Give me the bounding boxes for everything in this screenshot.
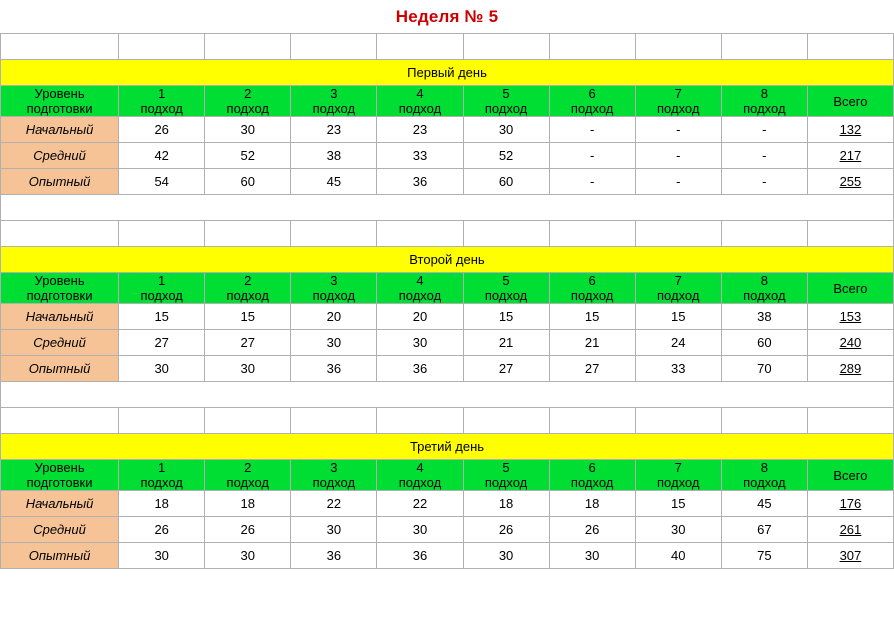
empty-cell <box>549 221 635 247</box>
header-row <box>1 460 894 491</box>
header-set-word: подход <box>570 475 614 490</box>
header-set-4 <box>377 460 463 491</box>
day-banner: Первый день <box>1 60 894 86</box>
cell-set-2: 27 <box>205 330 291 356</box>
header-set-6 <box>549 273 635 304</box>
empty-cell <box>721 221 807 247</box>
gap-cell <box>1 195 894 221</box>
gap-cell <box>1 382 894 408</box>
empty-cell <box>807 408 893 434</box>
header-set-7 <box>635 86 721 117</box>
day-banner: Третий день <box>1 434 894 460</box>
header-set-number: 3 <box>330 460 338 475</box>
spacer-row <box>1 221 894 247</box>
header-set-1 <box>119 273 205 304</box>
header-set-2 <box>205 86 291 117</box>
header-level-line2: подготовки <box>26 288 93 303</box>
empty-cell <box>205 34 291 60</box>
empty-cell <box>549 34 635 60</box>
header-set-4 <box>377 273 463 304</box>
header-set-word: подход <box>226 288 269 303</box>
empty-cell <box>291 34 377 60</box>
cell-set-1: 42 <box>119 143 205 169</box>
day-banner-row <box>1 247 894 273</box>
table-row <box>1 356 894 382</box>
table-row <box>1 517 894 543</box>
empty-cell <box>119 34 205 60</box>
header-level-line2: подготовки <box>26 475 93 490</box>
header-set-2 <box>205 460 291 491</box>
page-title: Неделя № 5 <box>395 7 499 26</box>
cell-total: 240 <box>807 330 893 356</box>
header-set-word: подход <box>140 288 183 303</box>
header-set-number: 1 <box>158 273 166 288</box>
row-level: Опытный <box>1 169 119 195</box>
header-set-6 <box>549 86 635 117</box>
header-set-word: подход <box>312 101 356 116</box>
cell-set-1: 30 <box>119 543 205 569</box>
header-set-number: 3 <box>330 86 338 101</box>
header-level-line1: Уровень <box>34 86 85 101</box>
header-set-number: 5 <box>502 273 510 288</box>
header-row <box>1 273 894 304</box>
cell-set-1: 18 <box>119 491 205 517</box>
header-set-number: 1 <box>158 86 166 101</box>
cell-set-7: 15 <box>635 491 721 517</box>
row-level: Начальный <box>1 117 119 143</box>
cell-set-4: 36 <box>377 356 463 382</box>
header-set-word: подход <box>743 288 786 303</box>
cell-set-7: - <box>635 169 721 195</box>
header-level <box>1 86 119 117</box>
empty-cell <box>721 408 807 434</box>
header-set-number: 5 <box>502 460 510 475</box>
cell-set-1: 15 <box>119 304 205 330</box>
cell-total: 217 <box>807 143 893 169</box>
header-set-1 <box>119 460 205 491</box>
cell-set-6: 15 <box>549 304 635 330</box>
row-level: Опытный <box>1 356 119 382</box>
cell-set-6: - <box>549 143 635 169</box>
header-row <box>1 86 894 117</box>
cell-total: 261 <box>807 517 893 543</box>
header-set-7 <box>635 273 721 304</box>
header-set-number: 7 <box>674 460 682 475</box>
cell-set-5: 26 <box>463 517 549 543</box>
cell-set-3: 45 <box>291 169 377 195</box>
header-set-3 <box>291 273 377 304</box>
cell-set-1: 26 <box>119 517 205 543</box>
cell-set-4: 20 <box>377 304 463 330</box>
cell-set-4: 30 <box>377 330 463 356</box>
header-total: Всего <box>807 86 893 117</box>
header-set-word: подход <box>743 101 786 116</box>
cell-total: 255 <box>807 169 893 195</box>
header-set-number: 3 <box>330 273 338 288</box>
header-set-2 <box>205 273 291 304</box>
cell-set-4: 23 <box>377 117 463 143</box>
empty-cell <box>807 221 893 247</box>
cell-total: 153 <box>807 304 893 330</box>
header-set-number: 2 <box>244 460 252 475</box>
cell-set-5: 18 <box>463 491 549 517</box>
cell-set-5: 30 <box>463 543 549 569</box>
empty-cell <box>119 221 205 247</box>
empty-cell <box>377 34 463 60</box>
cell-set-5: 21 <box>463 330 549 356</box>
header-set-number: 8 <box>760 273 768 288</box>
header-set-3 <box>291 86 377 117</box>
header-set-5 <box>463 86 549 117</box>
cell-set-8: 45 <box>721 491 807 517</box>
empty-cell <box>291 221 377 247</box>
header-set-6 <box>549 460 635 491</box>
cell-total: 289 <box>807 356 893 382</box>
cell-set-7: 40 <box>635 543 721 569</box>
row-level: Средний <box>1 330 119 356</box>
cell-set-8: - <box>721 169 807 195</box>
table-body <box>1 34 894 569</box>
cell-set-2: 30 <box>205 543 291 569</box>
header-set-word: подход <box>484 101 528 116</box>
day-banner: Второй день <box>1 247 894 273</box>
empty-cell <box>635 34 721 60</box>
empty-cell <box>205 408 291 434</box>
empty-cell <box>721 34 807 60</box>
empty-cell <box>463 34 549 60</box>
cell-set-5: 15 <box>463 304 549 330</box>
cell-set-6: 30 <box>549 543 635 569</box>
cell-set-7: - <box>635 117 721 143</box>
row-level: Средний <box>1 517 119 543</box>
header-set-number: 7 <box>674 273 682 288</box>
header-set-number: 8 <box>760 460 768 475</box>
header-set-5 <box>463 460 549 491</box>
header-set-number: 2 <box>244 86 252 101</box>
header-set-8 <box>721 460 807 491</box>
cell-set-2: 15 <box>205 304 291 330</box>
header-set-3 <box>291 460 377 491</box>
cell-total: 307 <box>807 543 893 569</box>
header-total: Всего <box>807 273 893 304</box>
header-set-word: подход <box>398 475 442 490</box>
header-set-word: подход <box>226 475 269 490</box>
header-set-word: подход <box>657 288 700 303</box>
header-level <box>1 273 119 304</box>
header-set-8 <box>721 86 807 117</box>
header-set-word: подход <box>226 101 269 116</box>
header-set-number: 6 <box>588 86 596 101</box>
spacer-row <box>1 34 894 60</box>
cell-set-8: 60 <box>721 330 807 356</box>
cell-set-2: 30 <box>205 117 291 143</box>
header-level-line1: Уровень <box>34 460 85 475</box>
table-row <box>1 543 894 569</box>
header-set-number: 4 <box>416 86 424 101</box>
header-level-line1: Уровень <box>34 273 85 288</box>
header-set-word: подход <box>570 101 614 116</box>
header-set-word: подход <box>312 475 356 490</box>
cell-set-4: 22 <box>377 491 463 517</box>
cell-set-1: 26 <box>119 117 205 143</box>
cell-set-3: 23 <box>291 117 377 143</box>
header-set-word: подход <box>398 101 442 116</box>
empty-cell <box>1 408 119 434</box>
header-set-word: подход <box>657 101 700 116</box>
cell-set-7: 33 <box>635 356 721 382</box>
cell-set-2: 30 <box>205 356 291 382</box>
day-banner-row <box>1 434 894 460</box>
empty-cell <box>119 408 205 434</box>
cell-set-5: 52 <box>463 143 549 169</box>
cell-set-7: 24 <box>635 330 721 356</box>
cell-set-3: 36 <box>291 543 377 569</box>
header-level-line2: подготовки <box>26 101 93 116</box>
header-set-number: 2 <box>244 273 252 288</box>
cell-set-2: 18 <box>205 491 291 517</box>
header-level <box>1 460 119 491</box>
row-level: Средний <box>1 143 119 169</box>
header-set-1 <box>119 86 205 117</box>
cell-set-7: - <box>635 143 721 169</box>
cell-set-5: 60 <box>463 169 549 195</box>
cell-set-8: 75 <box>721 543 807 569</box>
cell-set-3: 30 <box>291 330 377 356</box>
cell-total: 132 <box>807 117 893 143</box>
empty-cell <box>549 408 635 434</box>
empty-cell <box>463 408 549 434</box>
header-set-5 <box>463 273 549 304</box>
cell-set-2: 52 <box>205 143 291 169</box>
header-set-number: 6 <box>588 273 596 288</box>
cell-set-8: 70 <box>721 356 807 382</box>
header-set-word: подход <box>484 475 528 490</box>
header-set-number: 4 <box>416 460 424 475</box>
header-set-7 <box>635 460 721 491</box>
header-set-number: 7 <box>674 86 682 101</box>
header-set-word: подход <box>657 475 700 490</box>
table-row <box>1 143 894 169</box>
cell-set-6: 26 <box>549 517 635 543</box>
cell-set-6: - <box>549 117 635 143</box>
row-level: Опытный <box>1 543 119 569</box>
spacer-row <box>1 408 894 434</box>
row-level: Начальный <box>1 304 119 330</box>
header-set-8 <box>721 273 807 304</box>
empty-cell <box>635 221 721 247</box>
cell-total: 176 <box>807 491 893 517</box>
empty-cell <box>463 221 549 247</box>
cell-set-7: 30 <box>635 517 721 543</box>
cell-set-3: 30 <box>291 517 377 543</box>
cell-set-6: 27 <box>549 356 635 382</box>
header-set-word: подход <box>398 288 442 303</box>
cell-set-3: 22 <box>291 491 377 517</box>
header-set-number: 4 <box>416 273 424 288</box>
cell-set-1: 27 <box>119 330 205 356</box>
cell-set-6: 21 <box>549 330 635 356</box>
header-set-4 <box>377 86 463 117</box>
cell-set-6: 18 <box>549 491 635 517</box>
cell-set-2: 26 <box>205 517 291 543</box>
header-set-number: 8 <box>760 86 768 101</box>
empty-cell <box>377 408 463 434</box>
cell-set-8: 38 <box>721 304 807 330</box>
empty-cell <box>1 221 119 247</box>
cell-set-1: 54 <box>119 169 205 195</box>
header-set-number: 1 <box>158 460 166 475</box>
table-row <box>1 330 894 356</box>
cell-set-1: 30 <box>119 356 205 382</box>
workout-table <box>0 33 894 569</box>
cell-set-3: 20 <box>291 304 377 330</box>
table-row <box>1 117 894 143</box>
cell-set-4: 30 <box>377 517 463 543</box>
table-row <box>1 304 894 330</box>
empty-cell <box>291 408 377 434</box>
table-row <box>1 169 894 195</box>
cell-set-8: - <box>721 143 807 169</box>
header-total: Всего <box>807 460 893 491</box>
day-banner-row <box>1 60 894 86</box>
cell-set-3: 38 <box>291 143 377 169</box>
empty-cell <box>205 221 291 247</box>
empty-cell <box>377 221 463 247</box>
cell-set-4: 36 <box>377 169 463 195</box>
cell-set-4: 33 <box>377 143 463 169</box>
cell-set-8: 67 <box>721 517 807 543</box>
cell-set-6: - <box>549 169 635 195</box>
header-set-word: подход <box>140 475 183 490</box>
header-set-word: подход <box>484 288 528 303</box>
header-set-word: подход <box>743 475 786 490</box>
gap-row <box>1 382 894 408</box>
cell-set-5: 30 <box>463 117 549 143</box>
gap-row <box>1 195 894 221</box>
cell-set-5: 27 <box>463 356 549 382</box>
cell-set-4: 36 <box>377 543 463 569</box>
empty-cell <box>1 34 119 60</box>
cell-set-8: - <box>721 117 807 143</box>
table-row <box>1 491 894 517</box>
cell-set-3: 36 <box>291 356 377 382</box>
row-level: Начальный <box>1 491 119 517</box>
header-set-word: подход <box>312 288 356 303</box>
header-set-word: подход <box>140 101 183 116</box>
empty-cell <box>635 408 721 434</box>
header-set-word: подход <box>570 288 614 303</box>
header-set-number: 5 <box>502 86 510 101</box>
empty-cell <box>807 34 893 60</box>
cell-set-2: 60 <box>205 169 291 195</box>
cell-set-7: 15 <box>635 304 721 330</box>
header-set-number: 6 <box>588 460 596 475</box>
